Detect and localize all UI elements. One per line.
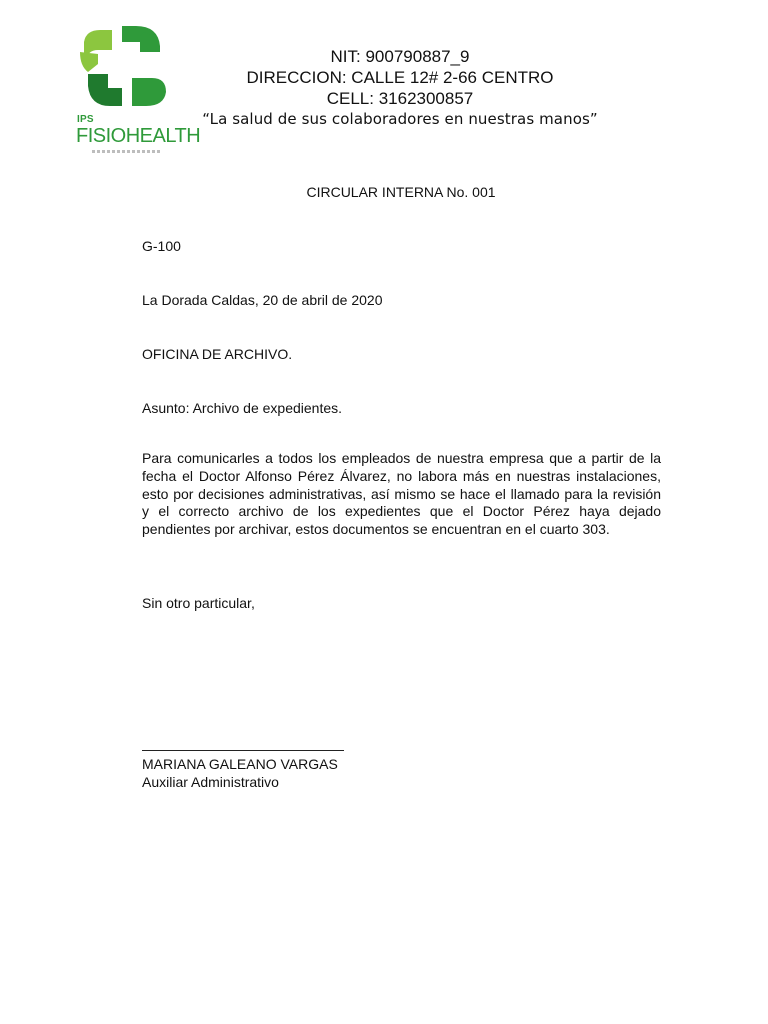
nit-line: NIT: 900790887_9 (330, 47, 470, 66)
signature-line (142, 750, 344, 751)
logo-brand-name: FISIOHEALTH (76, 125, 201, 147)
document-title: CIRCULAR INTERNA No. 001 (306, 184, 496, 200)
subject: Asunto: Archivo de expedientes. (142, 400, 343, 416)
slogan-line: “La salud de sus colaboradores en nuestras manos” (202, 110, 598, 128)
place-date: La Dorada Caldas, 20 de abril de 2020 (142, 292, 383, 308)
body-paragraph: Para comunicarles a todos los empleados de nuestra empresa que a partir de la fecha el Doctor Alfonso Pérez Álvarez, no labora más en nuestras instalaciones, esto por decisiones administrativas, así mismo se hace el llamado para la revisión y el correcto archivo de los expedientes que el Doctor Pérez haya dejado pendientes por archivar, estos documentos se encuentran en el cuarto 303. (142, 450, 661, 538)
letterhead (170, 46, 630, 130)
signature-name: MARIANA GALEANO VARGAS (142, 756, 338, 772)
phone-line: CELL: 3162300857 (326, 89, 474, 108)
address-line: DIRECCION: CALLE 12# 2-66 CENTRO (246, 68, 554, 87)
document-code: G-100 (142, 238, 181, 254)
signature-role: Auxiliar Administrativo (142, 774, 279, 790)
recipient: OFICINA DE ARCHIVO. (142, 346, 293, 362)
cross-logo-icon (74, 22, 174, 114)
company-logo (74, 22, 201, 162)
closing: Sin otro particular, (142, 595, 255, 611)
logo-tagline (92, 150, 162, 153)
logo-ips-label: IPS (77, 114, 94, 125)
